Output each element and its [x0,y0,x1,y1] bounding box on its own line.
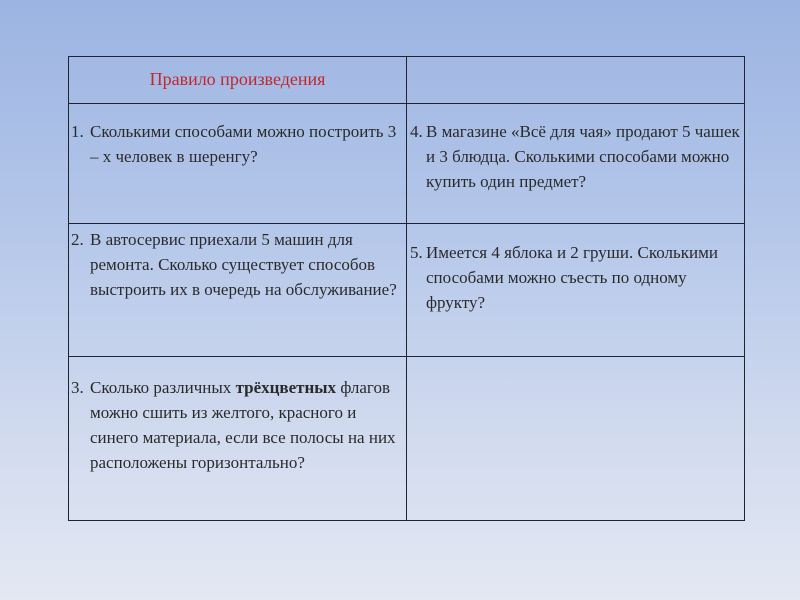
question-text-before: Сколько различных [90,378,236,397]
question-cell-1 [69,104,407,224]
table-title: Правило произведения [149,68,326,89]
problems-table [68,56,745,521]
question-number: 3. [71,378,84,397]
question-text-bold: трёхцветных [235,378,337,397]
question-text: Имеется 4 яблока и 2 груши. Сколькими способами можно съесть по одному фрукту? [426,243,718,312]
question-cell-5 [407,224,745,357]
question-cell-2 [69,224,407,357]
question-text-after: флагов можно сшить из желтого, красного и синего материала, если все полосы на них расположены горизонтально? [90,378,396,472]
question-cell-4 [407,104,745,224]
question-number: 4. [410,122,423,141]
question-cell-3 [69,357,407,521]
question-number: 1. [71,122,84,141]
table-header-row [69,57,745,104]
question-number: 5. [410,243,423,262]
table-row [69,357,745,521]
question-text: В автосервис приехали 5 машин для ремонта. Сколько существует способов выстроить их в очередь на обслуживание? [90,230,397,299]
header-cell-left [69,57,407,104]
table-row [69,104,745,224]
question-text: В магазине «Всё для чая» продают 5 чашек и 3 блюдца. Сколькими способами можно купить один предмет? [426,122,740,191]
header-cell-right [407,57,745,104]
empty-cell [407,357,745,521]
question-text: Сколькими способами можно построить 3 – х человек в шеренгу? [90,122,397,166]
question-text [90,375,400,475]
question-number: 2. [71,230,84,249]
table-row [69,224,745,357]
